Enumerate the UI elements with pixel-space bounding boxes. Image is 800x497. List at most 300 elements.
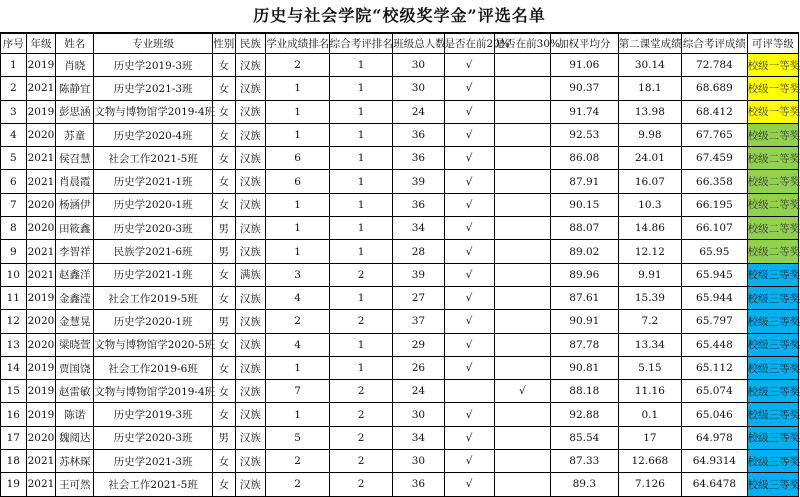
- table-cell[interactable]: 2: [329, 380, 393, 403]
- table-cell[interactable]: 汉族: [235, 473, 266, 496]
- table-cell[interactable]: 87.61: [551, 286, 619, 309]
- table-cell[interactable]: 汉族: [235, 123, 266, 146]
- table-cell[interactable]: 历史学2020-1班: [94, 310, 213, 333]
- table-cell[interactable]: 历史学2019-3班: [94, 54, 213, 77]
- table-cell[interactable]: 历史学2020-3班: [94, 217, 213, 240]
- table-cell[interactable]: 汉族: [235, 356, 266, 379]
- table-cell[interactable]: [494, 217, 550, 240]
- table-cell[interactable]: 汉族: [235, 450, 266, 473]
- table-row[interactable]: [1, 380, 799, 403]
- table-cell[interactable]: 汉族: [235, 193, 266, 216]
- table-cell[interactable]: 12.668: [618, 450, 682, 473]
- table-cell[interactable]: [494, 240, 550, 263]
- table-cell[interactable]: 汉族: [235, 333, 266, 356]
- table-cell[interactable]: 18: [1, 450, 27, 473]
- table-cell[interactable]: 34: [393, 217, 444, 240]
- grade-cell[interactable]: 校级二等奖: [747, 193, 798, 216]
- table-cell[interactable]: 女: [213, 333, 236, 356]
- table-cell[interactable]: 90.81: [551, 356, 619, 379]
- table-cell[interactable]: 侯召慧: [56, 147, 94, 170]
- table-cell[interactable]: 金慧晃: [56, 310, 94, 333]
- table-cell[interactable]: 89.96: [551, 263, 619, 286]
- table-cell[interactable]: 1: [329, 333, 393, 356]
- table-cell[interactable]: 历史学2020-1班: [94, 193, 213, 216]
- column-header[interactable]: 性别: [213, 34, 236, 54]
- table-row[interactable]: [1, 450, 799, 473]
- table-cell[interactable]: [494, 77, 550, 100]
- table-cell[interactable]: [494, 426, 550, 449]
- grade-cell[interactable]: 校级二等奖: [747, 123, 798, 146]
- table-cell[interactable]: 6: [266, 170, 330, 193]
- table-cell[interactable]: 2: [329, 473, 393, 496]
- table-cell[interactable]: [494, 403, 550, 426]
- table-cell[interactable]: [494, 170, 550, 193]
- table-cell[interactable]: 汉族: [235, 147, 266, 170]
- table-cell[interactable]: 2: [266, 473, 330, 496]
- table-cell[interactable]: √: [444, 473, 494, 496]
- table-cell[interactable]: 28: [393, 240, 444, 263]
- grade-cell[interactable]: 校级三等奖: [747, 426, 798, 449]
- table-cell[interactable]: 汉族: [235, 286, 266, 309]
- table-cell[interactable]: 15: [1, 380, 27, 403]
- table-cell[interactable]: 37: [393, 310, 444, 333]
- table-cell[interactable]: 汉族: [235, 54, 266, 77]
- table-cell[interactable]: 30: [393, 77, 444, 100]
- column-header[interactable]: 学业成绩排名: [266, 34, 330, 54]
- table-cell[interactable]: 1: [329, 147, 393, 170]
- table-cell[interactable]: 89.3: [551, 473, 619, 496]
- table-cell[interactable]: 2020: [26, 333, 56, 356]
- table-cell[interactable]: 梁晓萱: [56, 333, 94, 356]
- table-cell[interactable]: 92.53: [551, 123, 619, 146]
- table-cell[interactable]: 2019: [26, 54, 56, 77]
- table-cell[interactable]: 社会工作2019-6班: [94, 356, 213, 379]
- table-cell[interactable]: 2: [329, 403, 393, 426]
- table-cell[interactable]: 2021: [26, 473, 56, 496]
- table-cell[interactable]: [494, 286, 550, 309]
- table-cell[interactable]: 90.91: [551, 310, 619, 333]
- table-cell[interactable]: 社会工作2021-5班: [94, 147, 213, 170]
- table-cell[interactable]: [494, 193, 550, 216]
- table-cell[interactable]: 34: [393, 426, 444, 449]
- column-header[interactable]: 年级: [26, 34, 56, 54]
- table-cell[interactable]: 12.12: [618, 240, 682, 263]
- table-cell[interactable]: 2020: [26, 193, 56, 216]
- table-row[interactable]: [1, 403, 799, 426]
- table-cell[interactable]: 田筱鑫: [56, 217, 94, 240]
- table-cell[interactable]: 2021: [26, 240, 56, 263]
- table-cell[interactable]: 6: [266, 147, 330, 170]
- table-cell[interactable]: 男: [213, 426, 236, 449]
- table-cell[interactable]: 汉族: [235, 170, 266, 193]
- table-cell[interactable]: 女: [213, 54, 236, 77]
- table-cell[interactable]: 4: [266, 286, 330, 309]
- table-cell[interactable]: 13: [1, 333, 27, 356]
- table-cell[interactable]: 10.3: [618, 193, 682, 216]
- table-cell[interactable]: 10: [1, 263, 27, 286]
- table-cell[interactable]: 历史学2020-3班: [94, 426, 213, 449]
- table-cell[interactable]: 7: [1, 193, 27, 216]
- table-cell[interactable]: 3: [1, 100, 27, 123]
- table-cell[interactable]: 1: [329, 356, 393, 379]
- grade-cell[interactable]: 校级三等奖: [747, 450, 798, 473]
- table-cell[interactable]: 66.195: [682, 193, 748, 216]
- table-cell[interactable]: 汉族: [235, 380, 266, 403]
- table-cell[interactable]: 陈诺: [56, 403, 94, 426]
- table-cell[interactable]: √: [444, 193, 494, 216]
- table-cell[interactable]: 6: [1, 170, 27, 193]
- table-cell[interactable]: 魏阅达: [56, 426, 94, 449]
- table-cell[interactable]: 64.978: [682, 426, 748, 449]
- table-row[interactable]: [1, 217, 799, 240]
- table-cell[interactable]: 女: [213, 193, 236, 216]
- table-cell[interactable]: 92.88: [551, 403, 619, 426]
- table-cell[interactable]: 汉族: [235, 310, 266, 333]
- table-cell[interactable]: 1: [266, 77, 330, 100]
- table-cell[interactable]: 19: [1, 473, 27, 496]
- table-cell[interactable]: 汉族: [235, 240, 266, 263]
- table-cell[interactable]: 女: [213, 147, 236, 170]
- table-cell[interactable]: 文物与博物馆学2019-4班: [94, 100, 213, 123]
- table-cell[interactable]: 肖晓: [56, 54, 94, 77]
- table-cell[interactable]: 18.1: [618, 77, 682, 100]
- table-cell[interactable]: 65.945: [682, 263, 748, 286]
- table-cell[interactable]: 66.107: [682, 217, 748, 240]
- table-cell[interactable]: 1: [1, 54, 27, 77]
- table-row[interactable]: [1, 193, 799, 216]
- grade-cell[interactable]: 校级三等奖: [747, 380, 798, 403]
- table-cell[interactable]: 9.98: [618, 123, 682, 146]
- table-cell[interactable]: 女: [213, 286, 236, 309]
- table-cell[interactable]: 社会工作2019-5班: [94, 286, 213, 309]
- table-cell[interactable]: 陈静宜: [56, 77, 94, 100]
- table-cell[interactable]: √: [444, 333, 494, 356]
- table-cell[interactable]: 87.91: [551, 170, 619, 193]
- table-cell[interactable]: 36: [393, 473, 444, 496]
- table-cell[interactable]: √: [444, 240, 494, 263]
- table-cell[interactable]: 65.797: [682, 310, 748, 333]
- table-cell[interactable]: 赵雷敏: [56, 380, 94, 403]
- table-cell[interactable]: 女: [213, 263, 236, 286]
- table-cell[interactable]: 金鑫滢: [56, 286, 94, 309]
- table-cell[interactable]: 85.54: [551, 426, 619, 449]
- table-cell[interactable]: 历史学2021-1班: [94, 263, 213, 286]
- table-cell[interactable]: 87.33: [551, 450, 619, 473]
- table-cell[interactable]: 11.16: [618, 380, 682, 403]
- table-cell[interactable]: 历史学2019-3班: [94, 403, 213, 426]
- table-cell[interactable]: 65.074: [682, 380, 748, 403]
- table-cell[interactable]: 2019: [26, 356, 56, 379]
- table-cell[interactable]: 11: [1, 286, 27, 309]
- table-cell[interactable]: 女: [213, 403, 236, 426]
- table-cell[interactable]: 文物与博物馆学2019-4班: [94, 380, 213, 403]
- table-cell[interactable]: 7.126: [618, 473, 682, 496]
- table-cell[interactable]: 2: [329, 426, 393, 449]
- column-header[interactable]: 序号: [1, 34, 27, 54]
- table-cell[interactable]: 汉族: [235, 403, 266, 426]
- table-cell[interactable]: 30: [393, 403, 444, 426]
- table-cell[interactable]: 2020: [26, 217, 56, 240]
- table-cell[interactable]: √: [444, 100, 494, 123]
- table-cell[interactable]: 12: [1, 310, 27, 333]
- table-cell[interactable]: 历史学2020-4班: [94, 123, 213, 146]
- table-cell[interactable]: 1: [329, 54, 393, 77]
- table-cell[interactable]: 65.046: [682, 403, 748, 426]
- table-cell[interactable]: 2020: [26, 426, 56, 449]
- grade-cell[interactable]: 校级一等奖: [747, 100, 798, 123]
- table-cell[interactable]: 女: [213, 123, 236, 146]
- table-cell[interactable]: 彭思涵: [56, 100, 94, 123]
- table-cell[interactable]: 14: [1, 356, 27, 379]
- grade-cell[interactable]: 校级三等奖: [747, 310, 798, 333]
- table-cell[interactable]: 女: [213, 100, 236, 123]
- table-cell[interactable]: √: [444, 403, 494, 426]
- table-cell[interactable]: 2: [329, 310, 393, 333]
- table-cell[interactable]: 64.9314: [682, 450, 748, 473]
- table-row[interactable]: [1, 473, 799, 496]
- table-cell[interactable]: 男: [213, 217, 236, 240]
- table-cell[interactable]: 女: [213, 380, 236, 403]
- table-cell[interactable]: 17: [618, 426, 682, 449]
- table-cell[interactable]: 87.78: [551, 333, 619, 356]
- table-cell[interactable]: 86.08: [551, 147, 619, 170]
- table-cell[interactable]: 13.98: [618, 100, 682, 123]
- table-cell[interactable]: √: [444, 263, 494, 286]
- table-cell[interactable]: 女: [213, 170, 236, 193]
- table-cell[interactable]: 文物与博物馆学2020-5班: [94, 333, 213, 356]
- table-cell[interactable]: [494, 147, 550, 170]
- grade-cell[interactable]: 校级二等奖: [747, 147, 798, 170]
- table-cell[interactable]: 91.06: [551, 54, 619, 77]
- table-cell[interactable]: 女: [213, 473, 236, 496]
- table-cell[interactable]: [494, 450, 550, 473]
- table-cell[interactable]: √: [444, 77, 494, 100]
- table-cell[interactable]: 4: [266, 333, 330, 356]
- column-header[interactable]: 第二课堂成绩: [618, 34, 682, 54]
- table-cell[interactable]: √: [444, 147, 494, 170]
- table-cell[interactable]: [494, 356, 550, 379]
- table-cell[interactable]: √: [444, 356, 494, 379]
- table-cell[interactable]: 9.91: [618, 263, 682, 286]
- table-row[interactable]: [1, 240, 799, 263]
- column-header[interactable]: 综合考评成绩: [682, 34, 748, 54]
- table-cell[interactable]: 1: [266, 193, 330, 216]
- table-cell[interactable]: 68.689: [682, 77, 748, 100]
- table-cell[interactable]: 0.1: [618, 403, 682, 426]
- table-cell[interactable]: 历史学2021-1班: [94, 170, 213, 193]
- table-cell[interactable]: 2021: [26, 147, 56, 170]
- table-cell[interactable]: 汉族: [235, 217, 266, 240]
- table-cell[interactable]: [494, 333, 550, 356]
- column-header[interactable]: 可评等级: [747, 34, 798, 54]
- table-cell[interactable]: [494, 263, 550, 286]
- table-cell[interactable]: √: [444, 54, 494, 77]
- table-cell[interactable]: 67.459: [682, 147, 748, 170]
- grade-cell[interactable]: 校级三等奖: [747, 333, 798, 356]
- table-cell[interactable]: √: [444, 170, 494, 193]
- table-cell[interactable]: 24: [393, 100, 444, 123]
- column-header[interactable]: 姓名: [56, 34, 94, 54]
- table-row[interactable]: [1, 100, 799, 123]
- table-cell[interactable]: 汉族: [235, 77, 266, 100]
- table-cell[interactable]: 历史学2021-3班: [94, 450, 213, 473]
- table-cell[interactable]: 89.02: [551, 240, 619, 263]
- table-cell[interactable]: 1: [329, 123, 393, 146]
- grade-cell[interactable]: 校级三等奖: [747, 473, 798, 496]
- table-cell[interactable]: √: [444, 450, 494, 473]
- table-cell[interactable]: √: [444, 286, 494, 309]
- table-cell[interactable]: 赵鑫洋: [56, 263, 94, 286]
- table-cell[interactable]: 1: [329, 193, 393, 216]
- table-cell[interactable]: 杨涵伊: [56, 193, 94, 216]
- table-cell[interactable]: 男: [213, 240, 236, 263]
- table-cell[interactable]: 社会工作2021-5班: [94, 473, 213, 496]
- table-cell[interactable]: 民族学2021-6班: [94, 240, 213, 263]
- table-cell[interactable]: 历史学2021-3班: [94, 77, 213, 100]
- table-cell[interactable]: 15.39: [618, 286, 682, 309]
- grade-cell[interactable]: 校级一等奖: [747, 54, 798, 77]
- table-cell[interactable]: 30: [393, 450, 444, 473]
- table-cell[interactable]: 16: [1, 403, 27, 426]
- table-cell[interactable]: 1: [329, 240, 393, 263]
- table-cell[interactable]: 4: [1, 123, 27, 146]
- table-cell[interactable]: 肖晨霞: [56, 170, 94, 193]
- table-cell[interactable]: 汉族: [235, 426, 266, 449]
- table-cell[interactable]: 67.765: [682, 123, 748, 146]
- table-cell[interactable]: 88.07: [551, 217, 619, 240]
- table-row[interactable]: [1, 426, 799, 449]
- table-cell[interactable]: 39: [393, 170, 444, 193]
- table-cell[interactable]: 1: [266, 217, 330, 240]
- table-cell[interactable]: √: [444, 123, 494, 146]
- table-cell[interactable]: 1: [266, 240, 330, 263]
- table-row[interactable]: [1, 77, 799, 100]
- table-cell[interactable]: 女: [213, 77, 236, 100]
- table-cell[interactable]: 2: [329, 263, 393, 286]
- table-cell[interactable]: 90.37: [551, 77, 619, 100]
- table-cell[interactable]: 2: [266, 310, 330, 333]
- table-cell[interactable]: 男: [213, 310, 236, 333]
- table-row[interactable]: [1, 123, 799, 146]
- table-cell[interactable]: 36: [393, 193, 444, 216]
- grade-cell[interactable]: 校级二等奖: [747, 217, 798, 240]
- table-cell[interactable]: 2: [266, 54, 330, 77]
- table-cell[interactable]: 65.112: [682, 356, 748, 379]
- table-cell[interactable]: 2: [329, 450, 393, 473]
- table-cell[interactable]: 2021: [26, 77, 56, 100]
- table-cell[interactable]: 1: [266, 356, 330, 379]
- table-cell[interactable]: √: [494, 380, 550, 403]
- table-cell[interactable]: 苏童: [56, 123, 94, 146]
- table-cell[interactable]: 7.2: [618, 310, 682, 333]
- table-cell[interactable]: 7: [266, 380, 330, 403]
- grade-cell[interactable]: 校级三等奖: [747, 403, 798, 426]
- table-cell[interactable]: 64.6478: [682, 473, 748, 496]
- grade-cell[interactable]: 校级三等奖: [747, 263, 798, 286]
- table-cell[interactable]: 16.07: [618, 170, 682, 193]
- table-cell[interactable]: 1: [329, 100, 393, 123]
- table-cell[interactable]: [494, 123, 550, 146]
- table-cell[interactable]: 24.01: [618, 147, 682, 170]
- table-row[interactable]: [1, 286, 799, 309]
- grade-cell[interactable]: 校级三等奖: [747, 356, 798, 379]
- table-cell[interactable]: 24: [393, 380, 444, 403]
- table-cell[interactable]: 2: [266, 450, 330, 473]
- table-cell[interactable]: 14.86: [618, 217, 682, 240]
- table-cell[interactable]: 26: [393, 356, 444, 379]
- table-row[interactable]: [1, 170, 799, 193]
- table-cell[interactable]: 2020: [26, 310, 56, 333]
- table-cell[interactable]: 1: [266, 100, 330, 123]
- column-header[interactable]: 综合考评排名: [329, 34, 393, 54]
- table-cell[interactable]: 66.358: [682, 170, 748, 193]
- table-cell[interactable]: 2019: [26, 403, 56, 426]
- table-cell[interactable]: 65.95: [682, 240, 748, 263]
- table-cell[interactable]: [494, 473, 550, 496]
- table-cell[interactable]: 1: [266, 403, 330, 426]
- table-cell[interactable]: 8: [1, 217, 27, 240]
- table-cell[interactable]: 72.784: [682, 54, 748, 77]
- table-cell[interactable]: 30: [393, 54, 444, 77]
- table-row[interactable]: [1, 333, 799, 356]
- table-row[interactable]: [1, 147, 799, 170]
- table-cell[interactable]: 2020: [26, 123, 56, 146]
- column-header[interactable]: 是否在前20%: [444, 34, 494, 54]
- grade-cell[interactable]: 校级三等奖: [747, 286, 798, 309]
- table-cell[interactable]: 李智祥: [56, 240, 94, 263]
- table-row[interactable]: [1, 54, 799, 77]
- table-cell[interactable]: 36: [393, 147, 444, 170]
- column-header[interactable]: 加权平均分: [551, 34, 619, 54]
- table-cell[interactable]: 2021: [26, 450, 56, 473]
- table-cell[interactable]: 65.448: [682, 333, 748, 356]
- table-cell[interactable]: 2021: [26, 170, 56, 193]
- table-cell[interactable]: [444, 380, 494, 403]
- table-cell[interactable]: 2019: [26, 380, 56, 403]
- table-cell[interactable]: [494, 100, 550, 123]
- table-cell[interactable]: √: [444, 310, 494, 333]
- table-cell[interactable]: 2019: [26, 286, 56, 309]
- table-row[interactable]: [1, 356, 799, 379]
- table-row[interactable]: [1, 263, 799, 286]
- column-header[interactable]: 是否在前30%: [494, 34, 550, 54]
- table-cell[interactable]: 2: [1, 77, 27, 100]
- table-cell[interactable]: 5.15: [618, 356, 682, 379]
- table-row[interactable]: [1, 310, 799, 333]
- table-cell[interactable]: 17: [1, 426, 27, 449]
- table-cell[interactable]: 36: [393, 123, 444, 146]
- table-cell[interactable]: 27: [393, 286, 444, 309]
- table-cell[interactable]: √: [444, 426, 494, 449]
- table-cell[interactable]: 65.944: [682, 286, 748, 309]
- grade-cell[interactable]: 校级一等奖: [747, 77, 798, 100]
- table-cell[interactable]: 满族: [235, 263, 266, 286]
- table-cell[interactable]: 30.14: [618, 54, 682, 77]
- column-header[interactable]: 专业班级: [94, 34, 213, 54]
- table-cell[interactable]: 1: [329, 170, 393, 193]
- table-cell[interactable]: 女: [213, 356, 236, 379]
- grade-cell[interactable]: 校级二等奖: [747, 240, 798, 263]
- table-cell[interactable]: 29: [393, 333, 444, 356]
- table-cell[interactable]: 汉族: [235, 100, 266, 123]
- table-cell[interactable]: [494, 54, 550, 77]
- table-cell[interactable]: 68.412: [682, 100, 748, 123]
- table-cell[interactable]: 5: [266, 426, 330, 449]
- table-cell[interactable]: 苏林琛: [56, 450, 94, 473]
- table-cell[interactable]: 王可然: [56, 473, 94, 496]
- table-cell[interactable]: 5: [1, 147, 27, 170]
- table-cell[interactable]: 贾国饶: [56, 356, 94, 379]
